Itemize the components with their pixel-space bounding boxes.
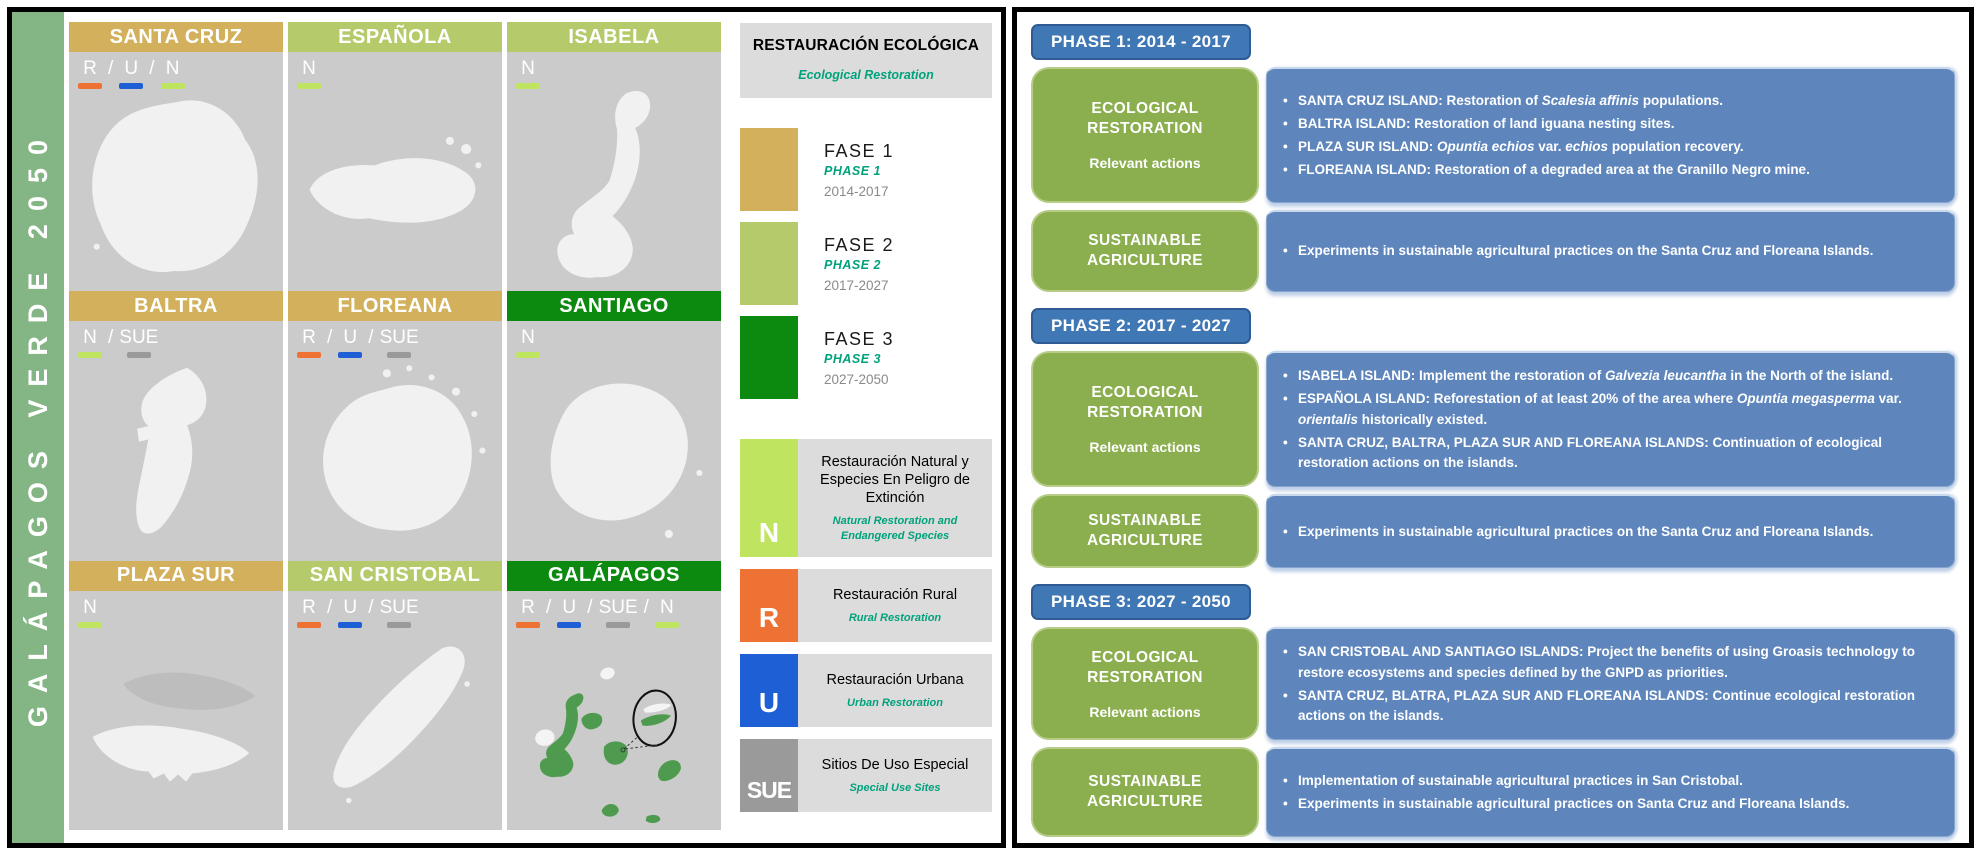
bullet-item: • PLAZA SUR ISLAND: Opuntia echios var. echios population recovery. bbox=[1283, 137, 1938, 157]
code-separator: / bbox=[587, 596, 593, 618]
restoration-codes bbox=[78, 597, 102, 628]
restoration-codes bbox=[516, 597, 679, 628]
green-box-title: SUSTAINABLE AGRICULTURE bbox=[1086, 512, 1204, 550]
island-cell-san-cristobal bbox=[288, 561, 502, 830]
restoration-codes bbox=[516, 58, 540, 89]
ecological-restoration-box bbox=[1031, 67, 1259, 203]
phase-group-2 bbox=[1031, 308, 1955, 568]
island-map-area bbox=[288, 591, 502, 830]
code-chip-sue bbox=[387, 622, 411, 628]
code-chip-u bbox=[119, 83, 143, 89]
right-panel bbox=[1012, 7, 1974, 848]
island-header: ISABELA bbox=[507, 22, 721, 52]
code-label-en: Rural Restoration bbox=[848, 611, 942, 624]
code-label-box bbox=[798, 739, 992, 812]
phase-3-agriculture-row bbox=[1031, 747, 1955, 837]
island-shape-santa-cruz bbox=[69, 84, 283, 287]
code-chip-n bbox=[655, 622, 679, 628]
phase-group-3 bbox=[1031, 584, 1955, 837]
island-map-area bbox=[69, 52, 283, 291]
legend-code-row-n bbox=[740, 439, 992, 557]
code-sue: SUE bbox=[119, 327, 158, 358]
code-chip-u bbox=[557, 622, 581, 628]
code-chip-r bbox=[297, 352, 321, 358]
code-separator: / bbox=[546, 596, 552, 618]
phase-text bbox=[798, 316, 894, 399]
code-separator: / bbox=[643, 596, 649, 618]
code-chip-u bbox=[338, 622, 362, 628]
code-separator: / bbox=[327, 596, 333, 618]
island-shape-galapagos bbox=[507, 623, 721, 826]
sustainable-agriculture-box bbox=[1031, 210, 1259, 292]
island-shape-san-cristobal bbox=[288, 623, 502, 826]
ecological-restoration-box bbox=[1031, 627, 1259, 740]
bullet-item: • ESPAÑOLA ISLAND: Reforestation of at least 20% of the area where Opuntia megasperma var. orientalis historically existed. bbox=[1283, 389, 1938, 430]
code-u: U bbox=[338, 327, 362, 358]
island-map-area bbox=[288, 52, 502, 291]
legend-phase-row bbox=[740, 316, 992, 399]
island-cell-galapagos bbox=[507, 561, 721, 830]
green-box-title: ECOLOGICAL RESTORATION bbox=[1087, 383, 1203, 422]
bullet-list bbox=[1283, 519, 1938, 545]
island-header: BALTRA bbox=[69, 291, 283, 321]
bullet-item: • Experiments in sustainable agricultural practices on the Santa Cruz and Floreana Islands. bbox=[1283, 241, 1938, 261]
phase-2-agriculture-row bbox=[1031, 494, 1955, 568]
phase-color-swatch bbox=[740, 316, 798, 399]
bullet-list bbox=[1283, 639, 1938, 729]
legend-phase-row bbox=[740, 222, 992, 305]
code-swatch: N bbox=[740, 439, 798, 557]
code-separator: / bbox=[327, 327, 333, 349]
code-u: U bbox=[119, 58, 143, 89]
code-separator: / bbox=[368, 596, 374, 618]
bullet-item: • SANTA CRUZ ISLAND: Restoration of Scalesia affinis populations. bbox=[1283, 91, 1938, 111]
island-cell-santa-cruz bbox=[69, 22, 283, 291]
code-chip-n bbox=[516, 83, 540, 89]
restoration-codes bbox=[516, 327, 540, 358]
bullet-item: • Experiments in sustainable agricultural practices on Santa Cruz and Floreana Islands. bbox=[1283, 794, 1938, 814]
code-r: R bbox=[516, 597, 540, 628]
phase-3-header: PHASE 3: 2027 - 2050 bbox=[1031, 584, 1251, 620]
green-box-subtitle: Relevant actions bbox=[1089, 439, 1201, 456]
code-chip-r bbox=[297, 622, 321, 628]
code-separator: / bbox=[108, 327, 114, 349]
legend-code-row-sue bbox=[740, 739, 992, 812]
island-map-area bbox=[507, 52, 721, 291]
island-cell-espanola bbox=[288, 22, 502, 291]
bullet-item: • Experiments in sustainable agricultural practices on the Santa Cruz and Floreana Islands. bbox=[1283, 522, 1938, 542]
green-box-title: SUSTAINABLE AGRICULTURE bbox=[1086, 773, 1204, 811]
actions-box bbox=[1266, 351, 1955, 487]
phase-text bbox=[798, 128, 894, 211]
phase-years: 2014-2017 bbox=[824, 183, 889, 199]
actions-box bbox=[1266, 494, 1955, 568]
green-box-subtitle: Relevant actions bbox=[1089, 703, 1201, 720]
bullet-item: • SANTA CRUZ, BALTRA, PLAZA SUR AND FLOREANA ISLANDS: Continuation of ecological restoration actions on the islands. bbox=[1283, 433, 1938, 474]
code-n: N bbox=[161, 58, 185, 89]
island-header: ESPAÑOLA bbox=[288, 22, 502, 52]
phase-2-header: PHASE 2: 2017 - 2027 bbox=[1031, 308, 1251, 344]
code-label-en: Urban Restoration bbox=[847, 696, 943, 709]
code-swatch: R bbox=[740, 569, 798, 642]
island-map-area bbox=[507, 591, 721, 830]
code-separator: / bbox=[108, 58, 114, 79]
code-label: Restauración Natural y Especies En Peligro de Extinción bbox=[820, 454, 970, 507]
legend-column bbox=[729, 12, 1001, 843]
code-label-en: Special Use Sites bbox=[849, 781, 941, 794]
island-cell-isabela bbox=[507, 22, 721, 291]
restoration-codes bbox=[78, 58, 185, 89]
island-grid bbox=[64, 12, 729, 843]
code-n: N bbox=[78, 327, 102, 358]
island-shape-santiago bbox=[507, 353, 721, 556]
restoration-codes bbox=[297, 327, 419, 358]
bullet-item: • SAN CRISTOBAL AND SANTIAGO ISLANDS: Project the benefits of using Groasis technology to restore ecosystems and species defined by the GNPD as priorities. bbox=[1283, 642, 1938, 683]
code-chip-r bbox=[516, 622, 540, 628]
phase-label: FASE 3 bbox=[824, 328, 895, 349]
code-chip-n bbox=[78, 352, 102, 358]
code-separator: / bbox=[368, 327, 374, 349]
island-header: SAN CRISTOBAL bbox=[288, 561, 502, 591]
code-label: Restauración Urbana bbox=[826, 671, 964, 688]
bullet-item: • Implementation of sustainable agricultural practices in San Cristobal. bbox=[1283, 771, 1938, 791]
legend-phases bbox=[740, 128, 992, 399]
code-label-box bbox=[798, 654, 992, 727]
island-shape-floreana bbox=[288, 353, 502, 556]
island-map-area bbox=[507, 321, 721, 560]
actions-box bbox=[1266, 627, 1955, 740]
code-chip-u bbox=[338, 352, 362, 358]
phase-label-en: PHASE 1 bbox=[824, 163, 881, 178]
actions-box bbox=[1266, 747, 1955, 837]
phase-2-ecological-row bbox=[1031, 351, 1955, 487]
code-r: R bbox=[297, 597, 321, 628]
island-shape-plaza-sur bbox=[69, 623, 283, 826]
code-chip-sue bbox=[606, 622, 630, 628]
phase-1-agriculture-row bbox=[1031, 210, 1955, 292]
bullet-item: • BALTRA ISLAND: Restoration of land iguana nesting sites. bbox=[1283, 114, 1938, 134]
code-chip-sue bbox=[127, 352, 151, 358]
phase-color-swatch bbox=[740, 128, 798, 211]
sustainable-agriculture-box bbox=[1031, 747, 1259, 837]
code-n: N bbox=[516, 327, 540, 358]
sidebar-title: GALÁPAGOS VERDE 2050 bbox=[22, 127, 53, 728]
code-label-box bbox=[798, 439, 992, 557]
island-map-area bbox=[288, 321, 502, 560]
code-sue: SUE bbox=[599, 597, 638, 628]
green-box-subtitle: Relevant actions bbox=[1089, 155, 1201, 172]
bullet-item: • ISABELA ISLAND: Implement the restoration of Galvezia leucantha in the North of the island. bbox=[1283, 366, 1938, 386]
actions-box bbox=[1266, 210, 1955, 292]
code-u: U bbox=[338, 597, 362, 628]
left-panel bbox=[7, 7, 1006, 848]
island-shape-isabela bbox=[507, 84, 721, 287]
island-header: PLAZA SUR bbox=[69, 561, 283, 591]
phase-label-en: PHASE 2 bbox=[824, 257, 881, 272]
restoration-codes bbox=[78, 327, 158, 358]
code-u: U bbox=[557, 597, 581, 628]
code-sue: SUE bbox=[380, 597, 419, 628]
sustainable-agriculture-box bbox=[1031, 494, 1259, 568]
actions-box bbox=[1266, 67, 1955, 203]
code-chip-sue bbox=[387, 352, 411, 358]
code-chip-n bbox=[297, 83, 321, 89]
code-r: R bbox=[78, 58, 102, 89]
restoration-codes bbox=[297, 58, 321, 89]
phase-3-ecological-row bbox=[1031, 627, 1955, 740]
phase-1-ecological-row bbox=[1031, 67, 1955, 203]
code-label-box bbox=[798, 569, 992, 642]
phase-color-swatch bbox=[740, 222, 798, 305]
phase-years: 2017-2027 bbox=[824, 277, 889, 293]
code-swatch: SUE bbox=[740, 739, 798, 812]
phase-label: FASE 2 bbox=[824, 234, 895, 255]
bullet-item: • FLOREANA ISLAND: Restoration of a degraded area at the Granillo Negro mine. bbox=[1283, 160, 1938, 180]
phase-group-1 bbox=[1031, 24, 1955, 292]
island-map-area bbox=[69, 321, 283, 560]
green-box-title: ECOLOGICAL RESTORATION bbox=[1087, 648, 1203, 686]
island-header: GALÁPAGOS bbox=[507, 561, 721, 591]
bullet-list bbox=[1283, 88, 1938, 184]
code-separator: / bbox=[149, 58, 155, 79]
legend-title: RESTAURACIÓN ECOLÓGICA bbox=[752, 37, 980, 54]
island-shape-baltra bbox=[69, 353, 283, 556]
code-label-en: Natural Restoration and Endangered Species bbox=[832, 515, 958, 542]
legend-codes bbox=[740, 439, 992, 812]
phase-label-en: PHASE 3 bbox=[824, 351, 881, 366]
bullet-list bbox=[1283, 768, 1938, 818]
code-n: N bbox=[516, 58, 540, 89]
phase-label: FASE 1 bbox=[824, 140, 895, 161]
code-swatch: U bbox=[740, 654, 798, 727]
green-box-title: SUSTAINABLE AGRICULTURE bbox=[1086, 231, 1204, 269]
island-map-area bbox=[69, 591, 283, 830]
code-r: R bbox=[297, 327, 321, 358]
code-chip-r bbox=[78, 83, 102, 89]
code-sue: SUE bbox=[380, 327, 419, 358]
ecological-restoration-box bbox=[1031, 351, 1259, 487]
phase-years: 2027-2050 bbox=[824, 371, 889, 387]
bullet-list bbox=[1283, 238, 1938, 264]
island-header: FLOREANA bbox=[288, 291, 502, 321]
code-n: N bbox=[78, 597, 102, 628]
code-chip-n bbox=[161, 83, 185, 89]
legend-phase-row bbox=[740, 128, 992, 211]
code-n: N bbox=[297, 58, 321, 89]
code-chip-n bbox=[78, 622, 102, 628]
island-cell-baltra bbox=[69, 291, 283, 560]
legend-code-row-u bbox=[740, 654, 992, 727]
restoration-codes bbox=[297, 597, 419, 628]
sidebar-title-bar bbox=[12, 12, 64, 843]
island-cell-floreana bbox=[288, 291, 502, 560]
island-shape-espanola bbox=[288, 84, 502, 287]
phase-1-header: PHASE 1: 2014 - 2017 bbox=[1031, 24, 1251, 60]
green-box-title: ECOLOGICAL RESTORATION bbox=[1087, 99, 1203, 137]
island-header: SANTA CRUZ bbox=[69, 22, 283, 52]
island-cell-plaza-sur bbox=[69, 561, 283, 830]
code-label: Sitios De Uso Especial bbox=[821, 756, 969, 773]
code-label: Restauración Rural bbox=[832, 586, 958, 603]
phase-text bbox=[798, 222, 894, 305]
bullet-item: • SANTA CRUZ, BLATRA, PLAZA SUR AND FLOREANA ISLANDS: Continue ecological restoration actions on the islands. bbox=[1283, 686, 1938, 727]
island-cell-santiago bbox=[507, 291, 721, 560]
legend-code-row-r bbox=[740, 569, 992, 642]
island-header: SANTIAGO bbox=[507, 291, 721, 321]
legend-title-box bbox=[740, 23, 992, 98]
code-chip-n bbox=[516, 352, 540, 358]
code-n: N bbox=[655, 597, 679, 628]
legend-subtitle: Ecological Restoration bbox=[798, 68, 934, 82]
bullet-list bbox=[1283, 363, 1938, 476]
